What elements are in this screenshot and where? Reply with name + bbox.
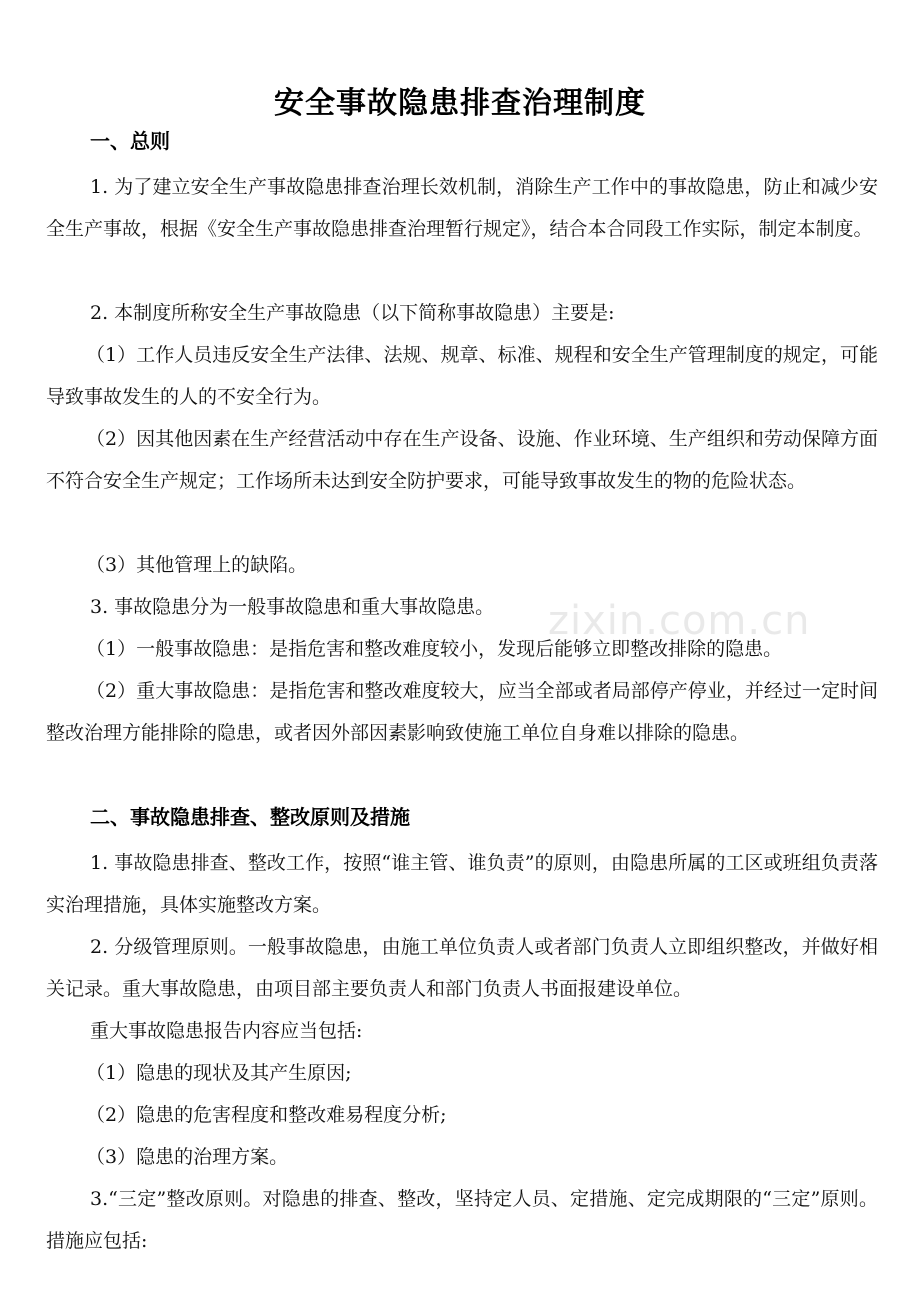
paragraph: （2）因其他因素在生产经营活动中存在生产设备、设施、作业环境、生产组织和劳动保障方面不符合安全生产规定；工作场所未达到安全防护要求，可能导致事故发生的物的危险状态。 (46, 428, 878, 492)
site-watermark: zixin.com.cn (548, 598, 811, 644)
paragraph: 1. 为了建立安全生产事故隐患排查治理长效机制，消除生产工作中的事故隐患，防止和减少安全生产事故，根据《安全生产事故隐患排查治理暂行规定》，结合本合同段工作实际，制定本制度。 (46, 176, 878, 240)
paragraph: （2）重大事故隐患：是指危害和整改难度较大，应当全部或者局部停产停业，并经过一定时间整改治理方能排除的隐患，或者因外部因素影响致使施工单位自身难以排除的隐患。 (46, 680, 878, 744)
document-title: 安全事故隐患排查治理制度 (274, 86, 646, 121)
paragraph: （2）隐患的危害程度和整改难易程度分析; (86, 1104, 447, 1126)
paragraph: 3. 事故隐患分为一般事故隐患和重大事故隐患。 (90, 596, 495, 618)
paragraph: （1）一般事故隐患：是指危害和整改难度较小，发现后能够立即整改排除的隐患。 (86, 638, 783, 660)
section-heading-principles: 二、事故隐患排查、整改原则及措施 (90, 805, 410, 829)
paragraph: （1）隐患的现状及其产生原因; (86, 1062, 352, 1084)
paragraph: 2. 本制度所称安全生产事故隐患（以下简称事故隐患）主要是: (90, 302, 615, 324)
section-heading-general: 一、总则 (90, 129, 170, 153)
paragraph: （1）工作人员违反安全生产法律、法规、规章、标准、规程和安全生产管理制度的规定，可能导致事故发生的人的不安全行为。 (46, 344, 878, 408)
paragraph: （3）其他管理上的缺陷。 (86, 554, 308, 576)
paragraph: 1. 事故隐患排查、整改工作，按照“谁主管、谁负责”的原则，由隐患所属的工区或班组负责落实治理措施，具体实施整改方案。 (46, 852, 878, 916)
paragraph: （3）隐患的治理方案。 (86, 1146, 289, 1168)
paragraph: 3.“三定”整改原则。对隐患的排查、整改，坚持定人员、定措施、定完成期限的“三定”原则。措施应包括: (46, 1188, 878, 1252)
paragraph: 重大事故隐患报告内容应当包括: (90, 1020, 363, 1042)
paragraph: 2. 分级管理原则。一般事故隐患，由施工单位负责人或者部门负责人立即组织整改，并做好相关记录。重大事故隐患，由项目部主要负责人和部门负责人书面报建设单位。 (46, 936, 878, 1000)
